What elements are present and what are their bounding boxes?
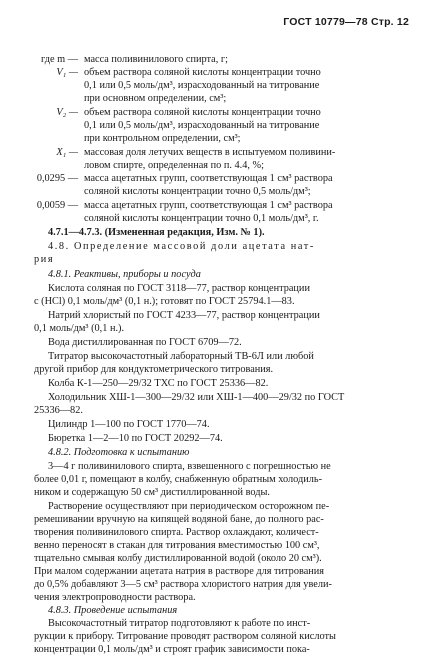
section-note-4-7: 4.7.1—4.7.3. (Измененная редакция, Изм. № 1). [48, 227, 265, 238]
body-line: Высокочастотный титратор подготовляют к работе по инст- [48, 618, 311, 629]
body-line: Холодильник ХШ-1—300—29/32 или ХШ-1—400—29/32 по ГОСТ [48, 392, 345, 403]
body-line: Бюретка 1—2—10 по ГОСТ 20292—74. [48, 433, 223, 444]
def-line: масса ацетатных групп, соответствующая 1 см³ раствора [84, 200, 333, 211]
body-line: концентрации 0,1 моль/дм³ и строят график зависимости пока- [34, 644, 310, 655]
def-symbol-v2: V₂ — [56, 107, 78, 118]
body-line: При малом содержании ацетата натрия в растворе для титрования [34, 566, 325, 577]
def-symbol-m: где m — [41, 54, 78, 65]
def-line: масса поливинилового спирта, г; [84, 54, 228, 65]
page-header: ГОСТ 10779—78 Стр. 12 [283, 16, 409, 28]
body-line: до 0,5% добавляют 3—5 см³ раствора хлористого натрия для увели- [34, 579, 332, 590]
def-line: 0,1 или 0,5 моль/дм³, израсходованный на титрование [84, 80, 320, 91]
def-line: масса ацетатных групп, соответствующая 1 см³ раствора [84, 173, 333, 184]
def-line: объем раствора соляной кислоты концентрации точно [84, 67, 321, 78]
def-line: при контрольном определении, см³; [84, 133, 241, 144]
def-symbol-00059: 0,0059 — [36, 200, 78, 211]
body-line: чения электропроводности раствора. [34, 592, 196, 603]
def-line: соляной кислоты концентрации точно 0,5 моль/дм³; [84, 186, 311, 197]
body-line: тщательно смывая колбу дистиллированной водой (около 20 см³). [34, 553, 322, 564]
body-line: ником и содержащую 50 см³ дистиллированной воды. [34, 487, 270, 498]
body-line: рукции к прибору. Титрование проводят раствором соляной кислоты [34, 631, 336, 642]
def-symbol-v1: V₁ — [56, 67, 78, 78]
subsection-heading-4-8-2: 4.8.2. Подготовка к испытанию [48, 447, 190, 458]
def-line: ловом спирте, определенная по п. 4.4, %; [84, 160, 264, 171]
body-line: Кислота соляная по ГОСТ 3118—77, раствор концентрации [48, 283, 310, 294]
section-heading-4-8: 4.8. Определение массовой доли ацетата нат- [48, 241, 315, 252]
def-line: соляной кислоты концентрации точно 0,1 моль/дм³, г. [84, 213, 319, 224]
body-line: 3—4 г поливинилового спирта, взвешенного с погрешностью не [48, 461, 331, 472]
body-line: Цилиндр 1—100 по ГОСТ 1770—74. [48, 419, 210, 430]
section-heading-4-8-cont: рия [34, 254, 55, 265]
body-line: с (HCl) 0,1 моль/дм³ (0,1 н.); готовят по ГОСТ 25794.1—83. [34, 296, 295, 307]
body-line: 0,1 моль/дм³ (0,1 н.). [34, 323, 125, 334]
body-line: Вода дистиллированная по ГОСТ 6709—72. [48, 337, 242, 348]
def-line: 0,1 или 0,5 моль/дм³, израсходованный на титрование [84, 120, 320, 131]
body-line: 25336—82. [34, 405, 83, 416]
subsection-heading-4-8-1: 4.8.1. Реактивы, приборы и посуда [48, 269, 201, 280]
body-line: другой прибор для кондуктометрического титрования. [34, 364, 274, 375]
def-symbol-x1: X₁ — [56, 147, 78, 158]
body-line: Натрий хлористый по ГОСТ 4233—77, раствор концентрации [48, 310, 320, 321]
def-line: объем раствора соляной кислоты концентрации точно [84, 107, 321, 118]
body-line: Растворение осуществляют при периодическом осторожном пе- [48, 501, 330, 512]
def-line: массовая доля летучих веществ в испытуемом поливини- [84, 147, 336, 158]
body-line: более 0,01 г, помещают в колбу, снабженную обратным холодиль- [34, 474, 323, 485]
body-line: Колба К-1—250—29/32 ТХС по ГОСТ 25336—82. [48, 378, 269, 389]
body-line: венно переносят в стакан для титрования вместимостью 100 см³, [34, 540, 320, 551]
body-line: Титратор высокочастотный лабораторный ТВ-6Л или любой [48, 351, 314, 362]
def-symbol-00295: 0,0295 — [36, 173, 78, 184]
subsection-heading-4-8-3: 4.8.3. Проведение испытания [48, 605, 178, 616]
body-line: творения поливинилового спирта. Раствор охлаждают, количест- [34, 527, 319, 538]
body-line: ремешивании вручную на кипящей водяной бане, до полного рас- [34, 514, 324, 525]
def-line: при основном определении, см³; [84, 93, 227, 104]
